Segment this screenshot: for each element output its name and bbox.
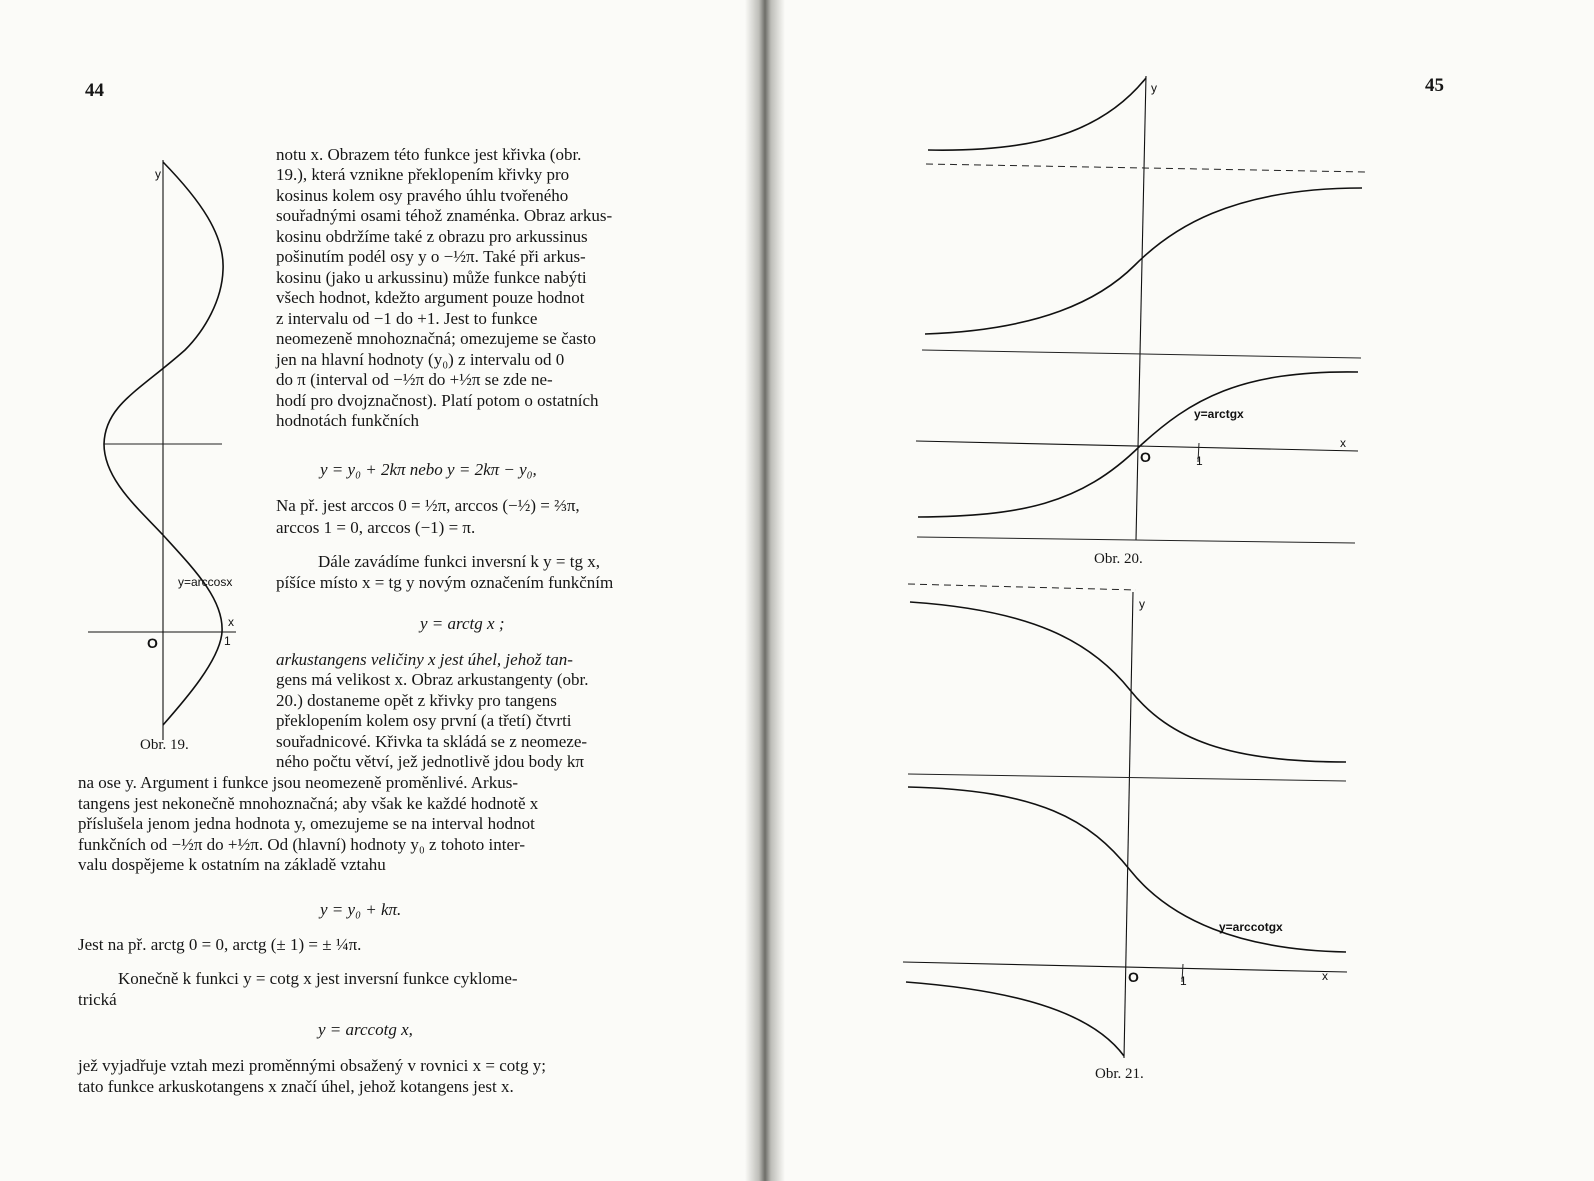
x-axis-label: x	[1340, 436, 1346, 450]
asymptote-top	[908, 584, 1136, 590]
text-line: Dále zavádíme funkci inversní k y = tg x,	[318, 552, 600, 571]
text-line: z intervalu od −1 do +1. Jest to funkce	[276, 309, 538, 328]
formula-periodic: y = y₀ + 2kπ nebo y = 2kπ − y₀,	[320, 460, 537, 479]
y-axis	[1136, 76, 1146, 540]
figure-20-caption: Obr. 20.	[1094, 551, 1143, 567]
page-number-right: 45	[1425, 75, 1444, 96]
text-line: jen na hlavní hodnoty (y₀) z intervalu od 0	[276, 350, 565, 369]
formula-general: y = y₀ + kπ.	[320, 900, 402, 919]
text-line: 20.) dostaneme opět z křivky pro tangens	[276, 691, 557, 710]
text-line: 19.), která vznikne překlopením křivky pro	[276, 165, 570, 184]
unit-label: 1	[224, 634, 231, 648]
figure-20	[916, 76, 1365, 543]
figure-21-caption: Obr. 21.	[1095, 1066, 1144, 1082]
text-line: tato funkce arkuskotangens x značí úhel, jehož kotangens jest x.	[78, 1077, 514, 1096]
text-line: Jest na př. arctg 0 = 0, arctg (± 1) = ± ¼π.	[78, 935, 362, 954]
text-line: všech hodnot, kdežto argument pouze hodnot	[276, 288, 585, 307]
text-line: jež vyjadřuje vztah mezi proměnnými obsažený v rovnici x = cotg y;	[78, 1056, 546, 1075]
figure-19	[88, 160, 236, 740]
text-line: valu dospějeme k ostatním na základě vztahu	[78, 855, 386, 874]
x-axis-label: x	[1322, 969, 1328, 983]
text-line: kosinu obdržíme také z obrazu pro arkussinus	[276, 227, 588, 246]
arccotg-branch-lower	[906, 982, 1124, 1056]
y-axis-label: y	[1139, 597, 1145, 611]
curve-label: y=arccosx	[178, 575, 233, 589]
text-line: hodí pro dvojznačnost). Platí potom o ostatních	[276, 391, 599, 410]
text-line: pošinutím podél osy y o −½π. Také při arkus-	[276, 247, 586, 266]
text-line: funkčních od −½π do +½π. Od (hlavní) hodnoty y₀ z tohoto inter-	[78, 835, 526, 854]
formula-arctg: y = arctg x ;	[420, 614, 505, 633]
text-line: Na př. jest arccos 0 = ½π, arccos (−½) = ⅔π,	[276, 496, 580, 515]
text-line: souřadnými osami téhož znaménka. Obraz arkus-	[276, 206, 613, 225]
text-line: notu x. Obrazem této funkce jest křivka (obr.	[276, 145, 582, 164]
origin-label: O	[1128, 969, 1139, 985]
figure-19-caption: Obr. 19.	[140, 737, 189, 753]
text-line: kosinus kolem osy pravého úhlu tvořeného	[276, 186, 569, 205]
unit-label: 1	[1196, 454, 1203, 468]
origin-label: O	[1140, 449, 1151, 465]
y-axis	[1124, 592, 1133, 1058]
x-axis	[903, 962, 1347, 972]
origin-label: O	[147, 635, 158, 651]
curve-label: y=arccotgx	[1219, 920, 1283, 934]
arctg-branch-top	[928, 78, 1146, 150]
text-line: arkustangens veličiny x jest úhel, jehož tan-	[276, 650, 573, 669]
page-number-left: 44	[85, 80, 104, 101]
figure-21	[903, 584, 1347, 1058]
text-line: píšíce místo x = tg y novým označením funkčním	[276, 573, 614, 592]
asymptote-middle	[908, 774, 1346, 781]
curve-label: y=arctgx	[1194, 407, 1244, 421]
text-line: kosinu (jako u arkussinu) může funkce nabýti	[276, 268, 587, 287]
formula-arccotg: y = arccotg x,	[318, 1020, 413, 1039]
text-line: překlopením kolem osy první (a třetí) čtvrti	[276, 711, 572, 730]
text-line: arccos 1 = 0, arccos (−1) = π.	[276, 518, 476, 537]
text-line: hodnotách funkčních	[276, 411, 420, 430]
text-line: neomezeně mnohoznačná; omezujeme se často	[276, 329, 597, 348]
asymptote-top	[926, 164, 1365, 172]
y-axis-label: y	[155, 167, 161, 181]
text-line: gens má velikost x. Obraz arkustangenty (obr.	[276, 670, 589, 689]
text-line: Konečně k funkci y = cotg x jest inversní funkce cyklome-	[118, 969, 518, 988]
text-line: příslušela jenom jedna hodnota y, omezujeme se na interval hodnot	[78, 814, 535, 833]
text-line: trická	[78, 990, 117, 1009]
text-line: souřadnicové. Křivka ta skládá se z neomeze-	[276, 732, 588, 751]
text-line: na ose y. Argument i funkce jsou neomezeně proměnlivé. Arkus-	[78, 773, 518, 792]
x-axis-label: x	[228, 615, 234, 629]
y-axis-label: y	[1151, 81, 1157, 95]
text-line: tangens jest nekonečně mnohoznačná; aby však ke každé hodnotě x	[78, 794, 539, 813]
asymptote-middle	[922, 350, 1361, 358]
arccotg-branch-upper	[910, 602, 1346, 762]
unit-label: 1	[1180, 974, 1187, 988]
text-line: do π (interval od −½π do +½π se zde ne-	[276, 370, 553, 389]
text-line: ného počtu větví, jež jednotlivě jdou body kπ	[276, 752, 584, 771]
